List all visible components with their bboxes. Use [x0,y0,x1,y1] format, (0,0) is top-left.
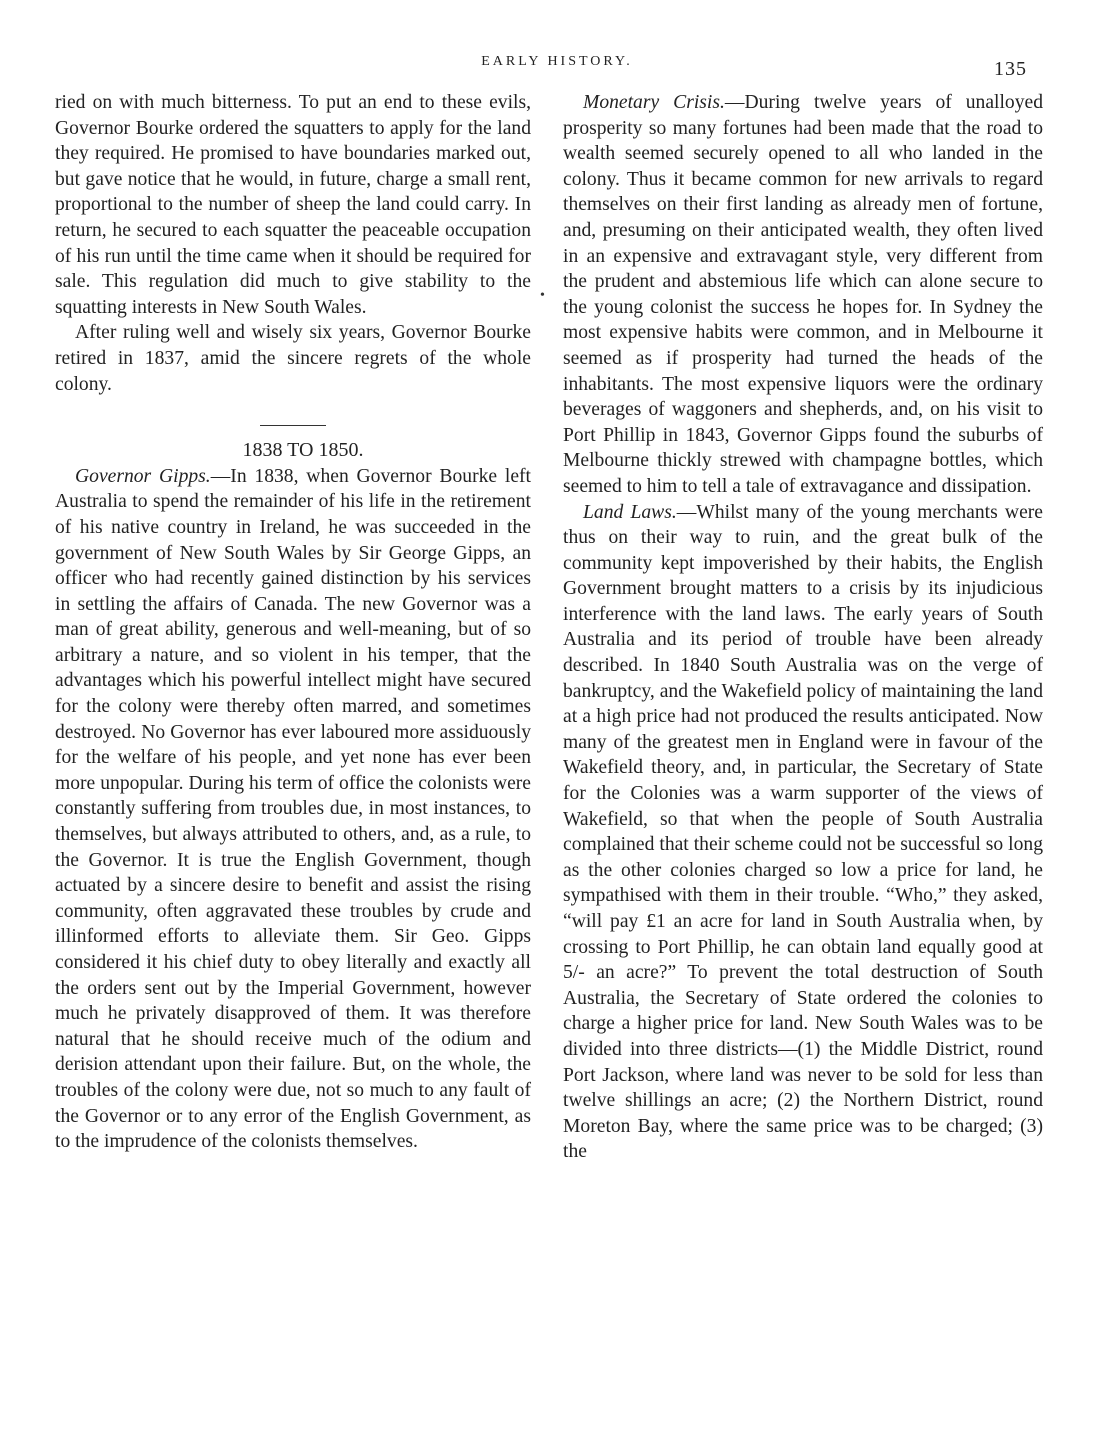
paragraph-bourke-squatters: ried on with much bitterness. To put an end to these evils, Governor Bourke ordered the squatters to apply for the land they required. He promised to have boundaries marked out, but gave notice that he would, in future, charge a small rent, proportional to the number of sheep the land could carry. In return, he secured to each squatter the peaceable occupation of his run until the time came when it should be required for sale. This regulation did much to give stability to the squatting interests in New South Wales. [55,92,531,318]
left-column [55,90,531,1155]
page-number: 135 [994,58,1027,80]
subheading-monetary-crisis: Monetary Crisis. [583,92,725,113]
paragraph-governor-gipps [55,464,531,1155]
paragraph-governor-gipps-text: —In 1838, when Governor Bourke left Australia to spend the remainder of his life in the retirement of his native country in Ireland, he was succeeded in the government of New South Wales by Sir George Gipps, an officer who had recently gained distinction by his services in settling the affairs of Canada. The new Governor was a man of great ability, generous and well-meaning, but of so arbitrary a nature, and so violent in his temper, that the advantages which his powerful intellect might have secured for the colony were thereby often marred, and sometimes destroyed. No Governor has ever laboured more assiduously for the welfare of his people, and yet none has ever been more unpopular. During his term of office the colonists were constantly suffering from troubles due, in most instances, to themselves, but always attributed to others, and, as a rule, to the Governor. It is true the English Government, though actuated by a sincere desire to benefit and assist the rising community, often aggravated these troubles by crude and illinformed efforts to alleviate them. Sir Geo. Gipps considered it his chief duty to obey literally and exactly all the orders sent out by the Imperial Government, however much he privately disapproved of them. It was therefore natural that he should receive much of the odium and derision attendant upon their failure. But, on the whole, the troubles of the colony were due, not so much to any fault of the Governor or to any error of the English Government, as to the imprudence of the colonists themselves. [55,465,532,1153]
paragraph-land-laws [563,500,1043,1165]
subheading-governor-gipps: Governor Gipps. [75,465,211,487]
paragraph-monetary-crisis-text: —During twelve years of unalloyed prosperity so many fortunes had been made that the road to wealth seemed securely opened to all who landed in the colony. Thus it became common for new arrivals to regard themselves on their first landing as already men of fortune, and, presuming on their anticipated wealth, they often lived in an expensive and extravagant style, very different from the prudent and abstemious life which can alone secure to the young colonist the success he hopes for. In Sydney the most expensive habits were common, and in Melbourne it seemed as if prosperity had turned the heads of the inhabitants. The most expensive liquors were the ordinary beverages of waggoners and shepherds, and, on his visit to Port Phillip in 1843, Governor Gipps found the suburbs of Melbourne thickly strewed with champagne bottles, which seemed to him to tell a tale of extravagance and dissipation. [563,92,1043,497]
section-rule [260,425,326,426]
paragraph-bourke-retired: After ruling well and wisely six years, Governor Bourke retired in 1837, amid the sincere regrets of the whole colony. [55,322,531,395]
paragraph-land-laws-text: —Whilst many of the young merchants were thus on their way to ruin, and the great bulk of the community kept impoverished by their habits, the English Government brought matters to a crisis by its injudicious interference with the land laws. The early years of South Australia and its period of trouble have been already described. In 1840 South Australia was on the verge of bankruptcy, and the Wakefield policy of maintaining the land at a high price had not produced the results anticipated. Now many of the greatest men in England were in favour of the Wakefield theory, and, in particular, the Secretary of State for the Colonies was a warm supporter of the views of Wakefield, so that when the people of South Australia complained that their scheme could not be successful so long as the other colonies charged so low a price for land, he sympathised with them in their trouble. “Who,” they asked, “will pay £1 an acre for land in South Australia when, by crossing to Port Phillip, he can obtain land equally good at 5/- an acre?” To prevent the total destruction of South Australia, the Secretary of State ordered the colonies to charge a higher price for land. New South Wales was to be divided into three districts—(1) the Middle District, round Port Jackson, where land was never to be sold for less than twelve shillings an acre; (2) the Northern District, round Moreton Bay, where the same price was to be charged; (3) the [563,501,1043,1163]
paragraph-monetary-crisis [563,90,1043,500]
right-column [563,90,1043,1165]
running-title: EARLY HISTORY. [481,54,633,69]
section-heading: 1838 TO 1850. [242,439,364,462]
subheading-land-laws: Land Laws. [583,501,677,523]
margin-dot: • [540,288,545,303]
